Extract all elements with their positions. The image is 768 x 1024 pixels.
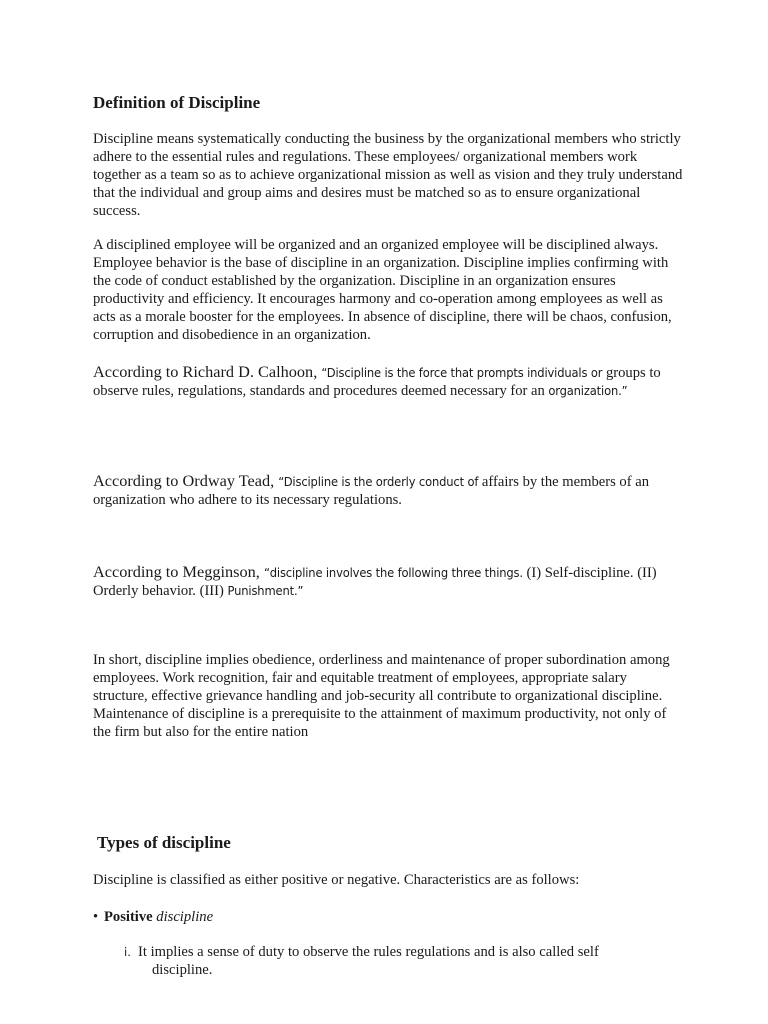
disciplined-employee-paragraph: A disciplined employee will be organized and an organized employee will be disciplined always. Employee behavior is the base of discipline in an organization. Discipline implies confirming with the code of conduct established by the organization. Discipline in an organization ensures productivity and efficiency. It encourages harmony and co-operation among employees as well as acts as a morale booster for the employees. In absence of discipline, there will be chaos, confusion, corruption and disobedience in an organization. (93, 237, 672, 343)
list-item (124, 943, 658, 979)
positive-discipline-bullet (93, 908, 213, 926)
megginson-lead: According to Megginson, (93, 562, 264, 581)
list-item-line-2: discipline. (152, 962, 213, 978)
types-intro: Discipline is classified as either positive or negative. Characteristics are as follows: (93, 872, 580, 888)
list-item-text (138, 943, 658, 979)
bullet-bold-text: Positive (104, 909, 153, 925)
heading-types: Types of discipline (97, 833, 231, 852)
list-item-number: i. (124, 945, 131, 959)
megginson-quote-text-3: Punishment.” (227, 583, 304, 599)
calhoon-lead: According to Richard D. Calhoon, (93, 362, 322, 381)
megginson-quote (93, 563, 683, 601)
bullet-italic-text: discipline (156, 909, 214, 925)
definition-paragraph: Discipline means systematically conducting the business by the organizational members who strictly adhere to the essential rules and regulations. These employees/ organizational members work together as a team so as to achieve organizational mission as well as vision and they truly understand that the individual and group aims and desires must be matched so as to ensure organizational success. (93, 131, 683, 219)
tead-quote (93, 472, 683, 510)
megginson-quote-text-2: (I) Self-discipline. (II) Orderly behavior. (III) (93, 565, 657, 599)
megginson-quote-text-1: “discipline involves the following three things. (263, 566, 523, 581)
heading-definition: Definition of Discipline (93, 93, 261, 112)
list-item-line-1: It implies a sense of duty to observe the rules regulations and is also called self (138, 944, 599, 960)
in-short-paragraph: In short, discipline implies obedience, orderliness and maintenance of proper subordination among employees. Work recognition, fair and equitable treatment of employees, appropriate salary structure, effective grievance handling and job-security all contribute to organizational discipline. Maintenance of discipline is a prerequisite to the attainment of maximum productivity, not only of the firm but also for the entire nation (93, 652, 670, 740)
calhoon-quote-text-1: “Discipline is the force that prompts individuals or (321, 366, 603, 381)
tead-lead: According to Ordway Tead, (93, 471, 279, 490)
calhoon-quote-text-3: organization.” (544, 383, 628, 399)
bullet-dot: • (93, 909, 99, 925)
tead-quote-text-1: “Discipline is the orderly conduct of (278, 475, 479, 490)
calhoon-quote-text-2: groups to observe rules, regulations, standards and procedures deemed necessary for an (93, 365, 661, 399)
calhoon-quote (93, 363, 683, 401)
tead-quote-text-2: affairs by the members of an organization who adhere to its necessary regulations. (93, 474, 650, 508)
